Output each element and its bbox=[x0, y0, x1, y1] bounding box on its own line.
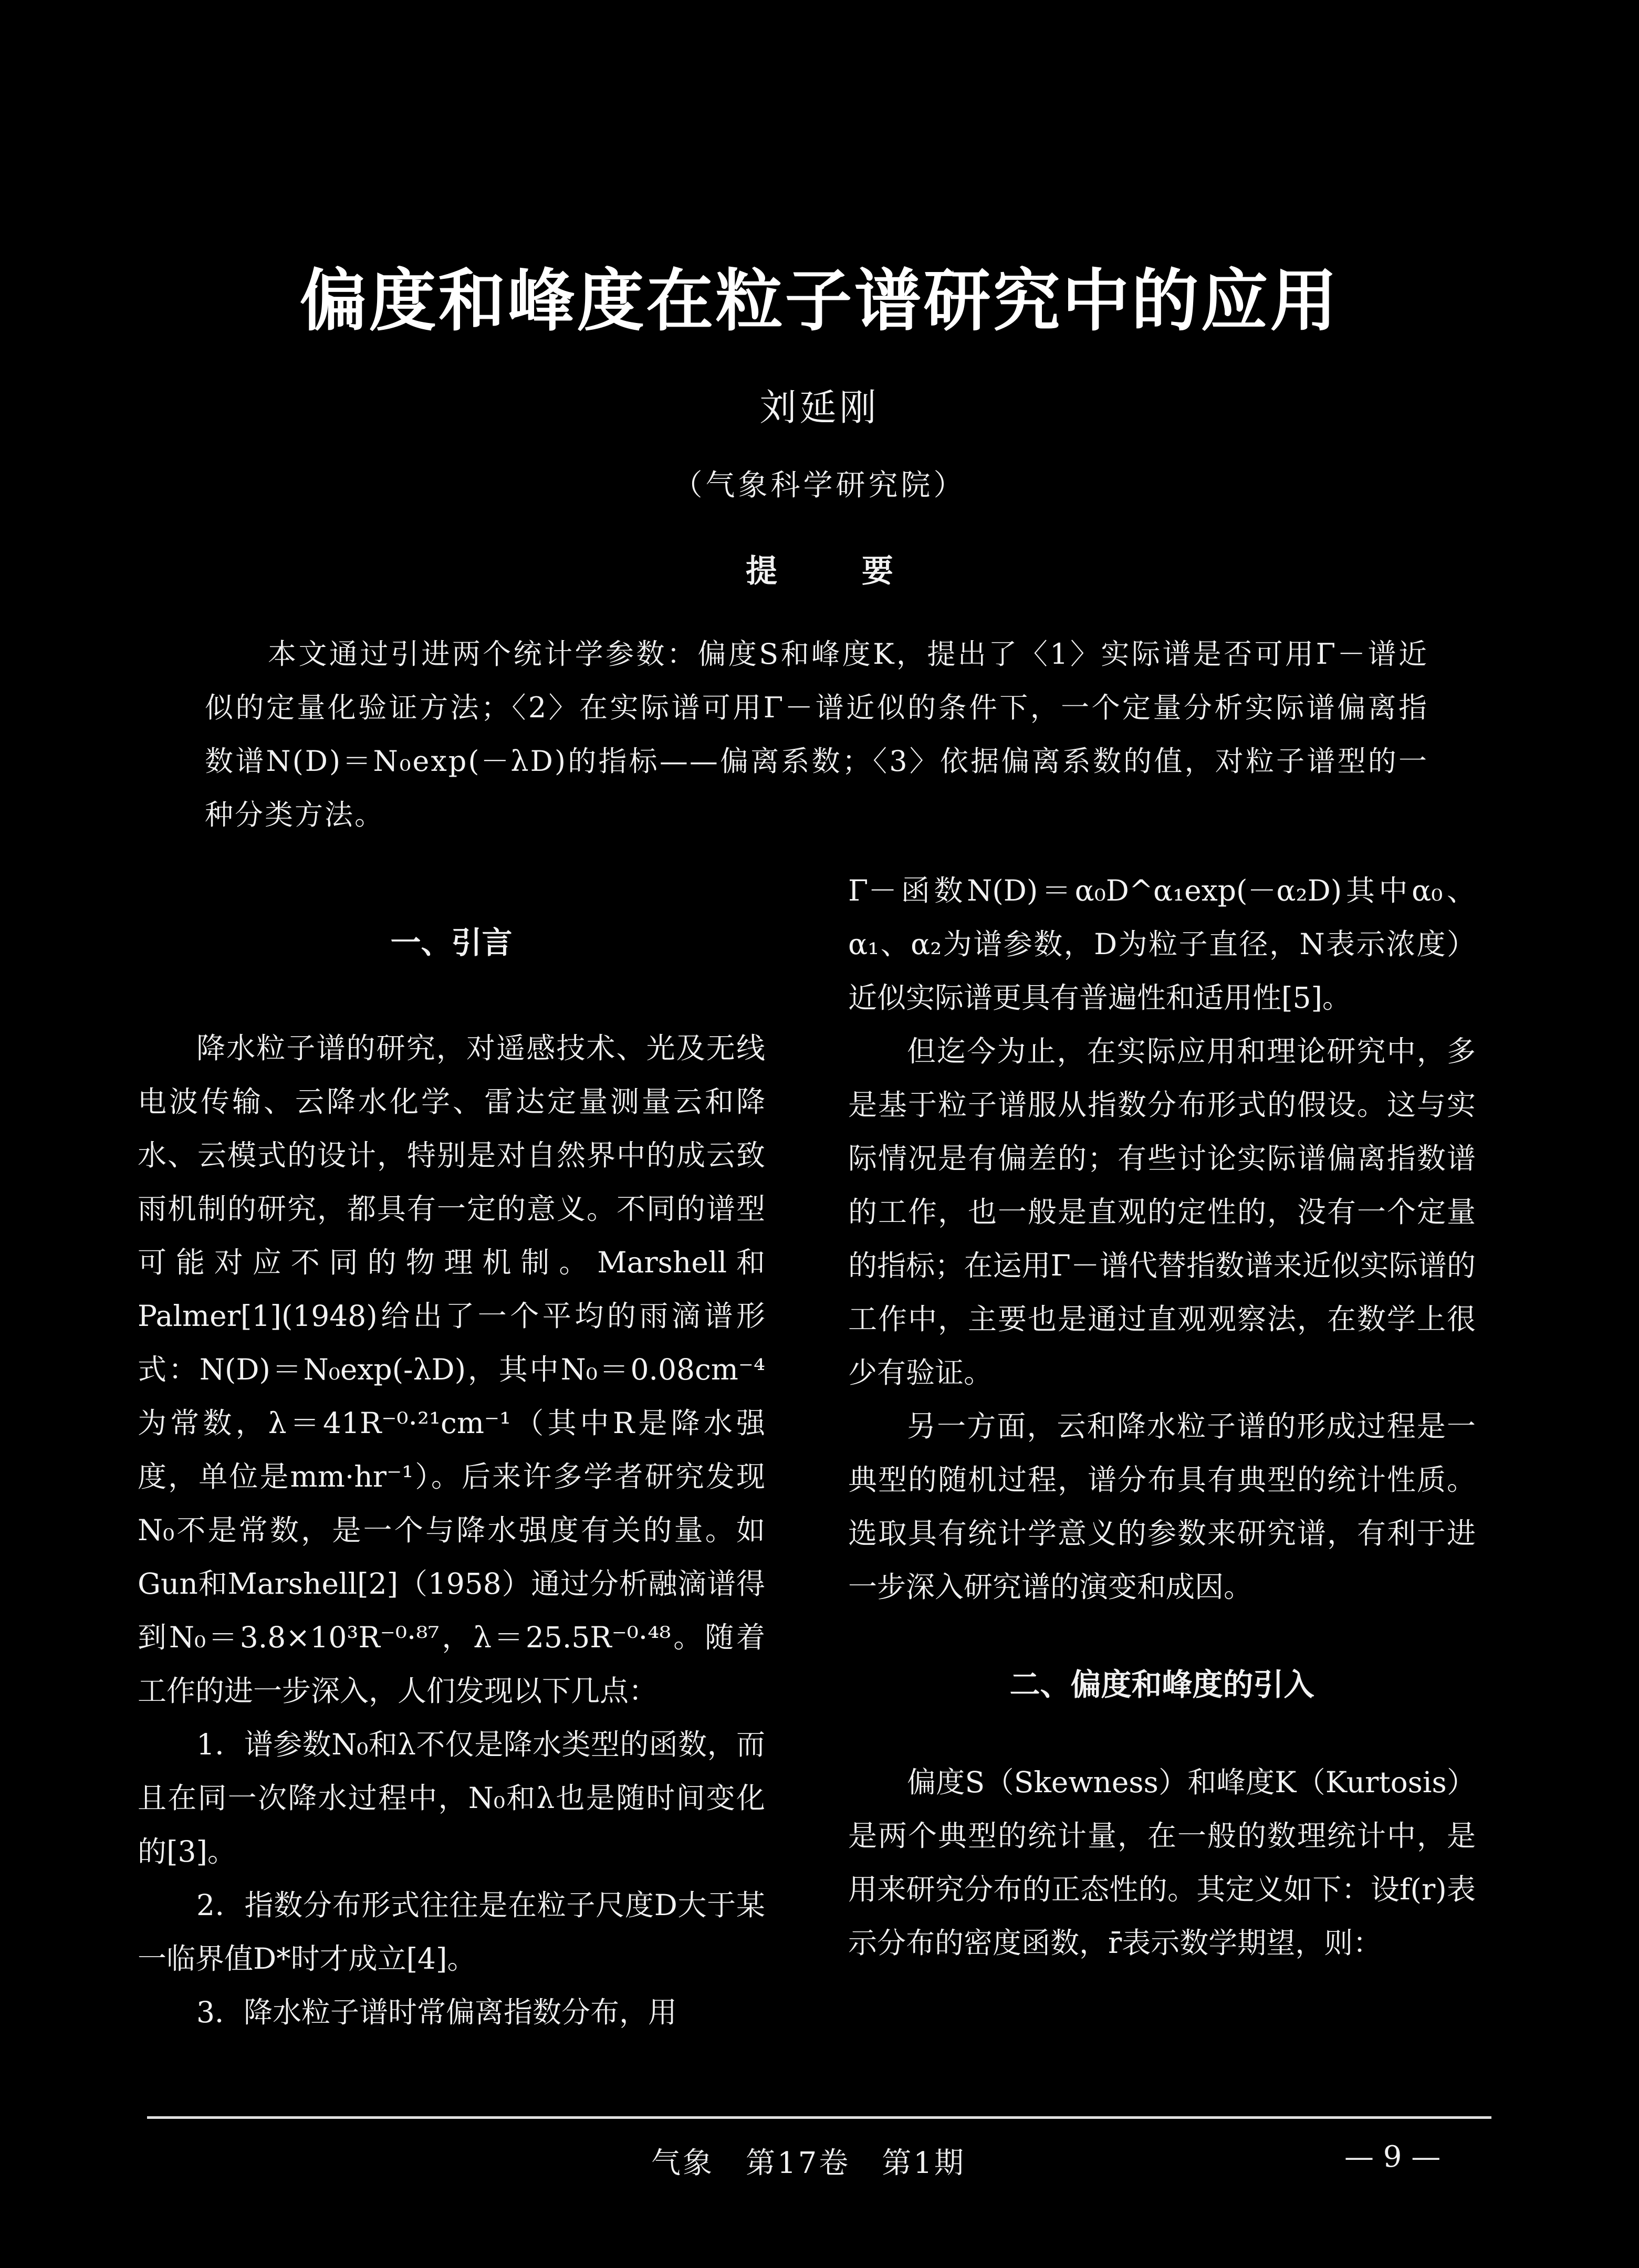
list-item: 1．谱参数N₀和λ不仅是降水类型的函数，而且在同一次降水过程中，N₀和λ也是随时间变化的[3]。 bbox=[138, 1728, 765, 1868]
abstract-heading: 提 要 bbox=[746, 553, 893, 590]
section-2-paragraph-1: 偏度S（Skewness）和峰度K（Kurtosis）是两个典型的统计量，在一般的数理统计中，是用来研究分布的正态性的。其定义如下：设f(r)表示分布的密度函数，r̄表示数学期望，则： bbox=[848, 1765, 1476, 1960]
list-item: 2．指数分布形式往往是在粒子尺度D大于某一临界值D*时才成立[4]。 bbox=[138, 1888, 765, 1976]
section-1-paragraph-3: 另一方面，云和降水粒子谱的形成过程是一典型的随机过程，谱分布具有典型的统计性质。选取具有统计学意义的参数来研究谱，有利于进一步深入研究谱的演变和成因。 bbox=[848, 1409, 1476, 1604]
section-1-heading: 一、引言 bbox=[390, 925, 513, 960]
abstract-text: 本文通过引进两个统计学参数：偏度S和峰度K，提出了〈1〉实际谱是否可用Γ－谱近似的定量化验证方法；〈2〉在实际谱可用Γ－谱近似的条件下，一个定量分析实际谱偏离指数谱N(D)＝N₀exp(－λD)的指标——偏离系数；〈3〉依据偏离系数的值，对粒子谱型的一种分类方法。 bbox=[205, 637, 1428, 831]
author-affiliation: （气象科学研究院） bbox=[673, 468, 966, 503]
list-item: 3．降水粒子谱时常偏离指数分布，用 bbox=[196, 1995, 677, 2029]
section-2-heading: 二、偏度和峰度的引入 bbox=[1009, 1667, 1314, 1702]
left-column bbox=[138, 864, 765, 2039]
section-1-paragraph-2: 但迄今为止，在实际应用和理论研究中，多是基于粒子谱服从指数分布形式的假设。这与实际情况是有偏差的；有些讨论实际谱偏离指数谱的工作，也一般是直观的定性的，没有一个定量的指标；在运用Γ－谱代替指数谱来近似实际谱的工作中，主要也是通过直观观察法，在数学上很少有验证。 bbox=[848, 1034, 1476, 1389]
continued-paragraph: Γ－函数N(D)＝α₀D^α₁exp(－α₂D)其中α₀、α₁、α₂为谱参数，D为粒子直径，N表示浓度）近似实际谱更具有普遍性和适用性[5]。 bbox=[848, 874, 1476, 1015]
journal-info: 气象 第17卷 第1期 bbox=[651, 2146, 966, 2180]
footer-divider bbox=[147, 2116, 1491, 2119]
page-number: — 9 — bbox=[1344, 2140, 1441, 2174]
paper-title: 偏度和峰度在粒子谱研究中的应用 bbox=[299, 262, 1340, 340]
right-column bbox=[848, 864, 1476, 1970]
author-name: 刘延刚 bbox=[759, 386, 880, 429]
section-1-paragraph-1: 降水粒子谱的研究，对遥感技术、光及无线电波传输、云降水化学、雷达定量测量云和降水、云模式的设计，特别是对自然界中的成云致雨机制的研究，都具有一定的意义。不同的谱型可能对应不同的物理机制。Marshell和Palmer[1](1948)给出了一个平均的雨滴谱形式：N(D)＝N₀exp(-λD)，其中N₀＝0.08cm⁻⁴为常数，λ＝41R⁻⁰·²¹cm⁻¹（其中R是降水强度，单位是mm·hr⁻¹）。后来许多学者研究发现N₀不是常数，是一个与降水强度有关的量。如Gun和Marshell[2]（1958）通过分析融滴谱得到N₀＝3.8×10³R⁻⁰·⁸⁷，λ＝25.5R⁻⁰·⁴⁸。随着工作的进一步深入，人们发现以下几点： bbox=[138, 1031, 765, 1708]
